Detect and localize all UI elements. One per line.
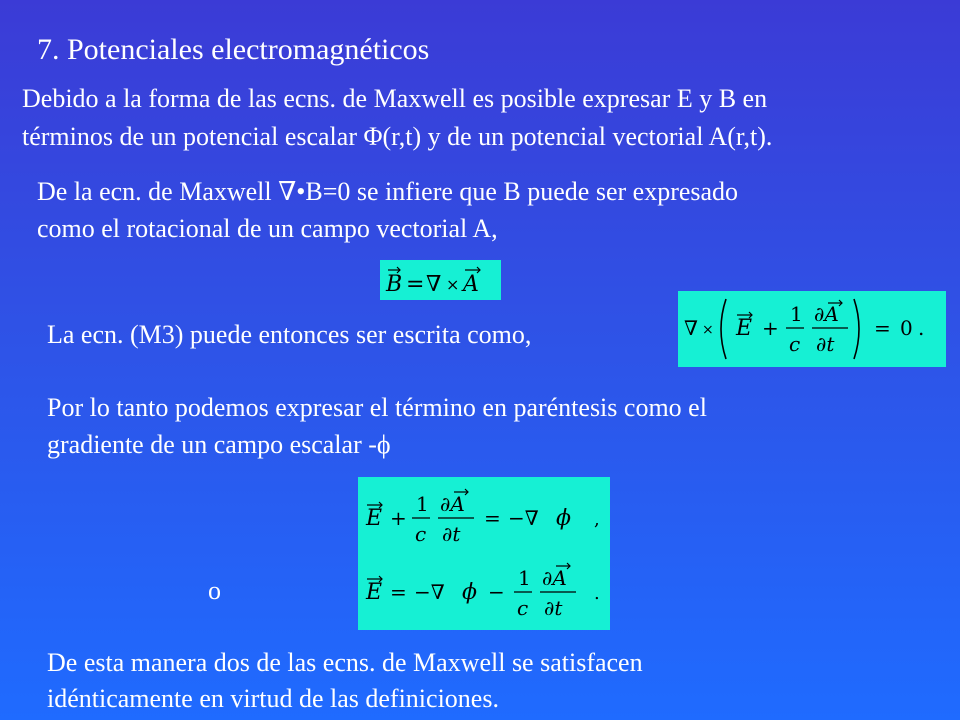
svg-text:1: 1 [416, 492, 429, 516]
conclusion-line-2: idénticamente en virtud de las definiciones. [47, 684, 499, 713]
equation-b-curl-a [380, 260, 501, 300]
equation-curl-zero [678, 291, 946, 367]
svg-text:B: B [386, 272, 403, 297]
svg-text:0: 0 [900, 316, 913, 340]
svg-text:.: . [918, 316, 925, 340]
svg-text:+: + [762, 316, 779, 340]
svg-text:ϕ: ϕ [556, 506, 571, 531]
intro-line-2: términos de un potencial escalar Φ(r,t) y de un potencial vectorial A(r,t). [22, 122, 773, 151]
svg-text:=: = [390, 580, 407, 604]
svg-text:c: c [415, 522, 427, 546]
conclusion-line-1: De esta manera dos de las ecns. de Maxwell se satisfacen [47, 648, 643, 677]
svg-text:∂t: ∂t [544, 596, 563, 620]
svg-text:=: = [484, 506, 501, 530]
svg-text:∂t: ∂t [442, 522, 461, 546]
svg-text:=: = [406, 272, 425, 297]
svg-text:+: + [390, 506, 407, 530]
svg-text:c: c [517, 596, 529, 620]
connector-o: o [208, 576, 221, 605]
svg-text:∂A: ∂A [542, 566, 567, 590]
svg-text:∂A: ∂A [814, 302, 839, 326]
intro-line-1: Debido a la forma de las ecns. de Maxwell es posible expresar E y B en [22, 84, 768, 113]
svg-text:1: 1 [518, 566, 531, 590]
svg-text:×: × [702, 322, 714, 338]
svg-text:E: E [366, 580, 383, 605]
svg-text:×: × [446, 275, 460, 294]
gradient-line-1: Por lo tanto podemos expresar el término en paréntesis como el [47, 393, 707, 422]
divergence-line-1: De la ecn. de Maxwell ∇•B=0 se infiere que B puede ser expresado [37, 177, 739, 206]
slide-title: 7. Potenciales electromagnéticos [37, 33, 430, 66]
svg-text:E: E [366, 506, 383, 531]
svg-text:∇: ∇ [426, 272, 442, 297]
svg-text:∇: ∇ [684, 316, 698, 340]
divergence-line-2: como el rotacional de un campo vectorial A, [37, 214, 498, 243]
svg-text:∂A: ∂A [440, 492, 465, 516]
svg-text:=: = [874, 316, 891, 340]
svg-text:−∇: −∇ [508, 506, 539, 530]
svg-text:E: E [736, 316, 753, 341]
svg-text:ϕ: ϕ [462, 580, 477, 605]
svg-text:c: c [789, 332, 801, 356]
svg-text:1: 1 [790, 302, 803, 326]
svg-text:−∇: −∇ [414, 580, 445, 604]
gradient-line-2: gradiente de un campo escalar -ϕ [47, 430, 391, 459]
m3-sentence: La ecn. (M3) puede entonces ser escrita como, [47, 320, 532, 349]
equation-e-potentials [358, 477, 610, 630]
svg-text:A: A [463, 272, 479, 297]
svg-text:,: , [594, 509, 600, 530]
svg-text:∂t: ∂t [816, 332, 835, 356]
svg-text:−: − [488, 580, 505, 604]
svg-text:.: . [594, 583, 600, 604]
